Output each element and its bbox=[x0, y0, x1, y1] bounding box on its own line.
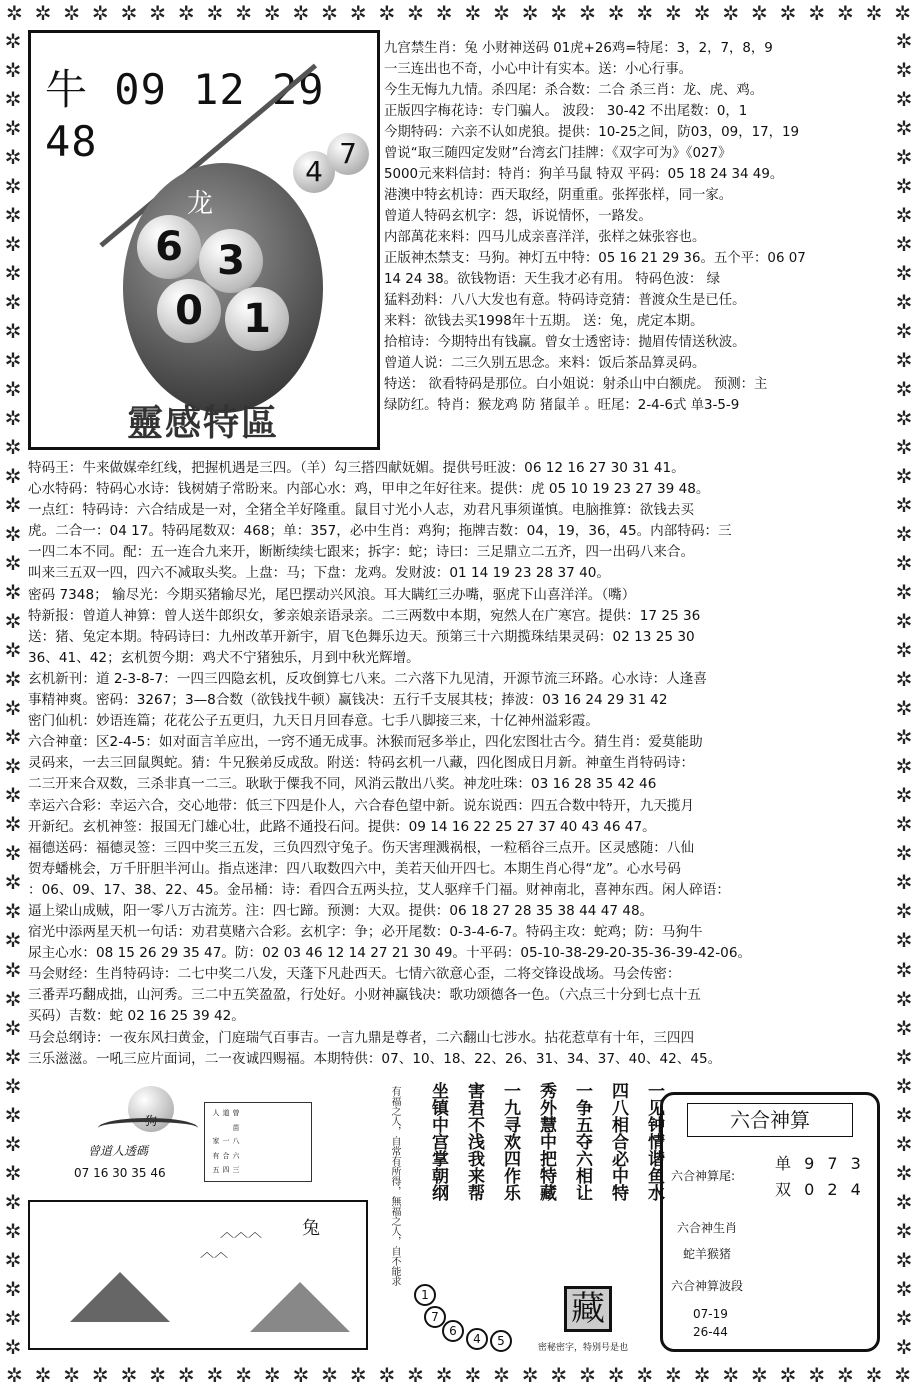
text-line: 港澳中特玄机诗：西天取经，阴重重。张挥张样，同一家。 bbox=[384, 188, 733, 203]
text-line: 密码 7348； 输尽光：今期买猪输尽光，尾巴摆动兴风浪。耳大瞒红三办嘴，驱虎下山喜洋洋。（嘴） bbox=[28, 586, 636, 603]
dragon-label: 龙 bbox=[187, 189, 214, 219]
border-ornament-icon: ✲ bbox=[120, 1363, 138, 1387]
border-ornament-icon: ✲ bbox=[435, 1363, 453, 1387]
border-ornament-icon: ✲ bbox=[895, 376, 913, 401]
page-content bbox=[28, 30, 880, 1356]
border-ornament-icon: ✲ bbox=[4, 1276, 22, 1301]
border-ornament-icon: ✲ bbox=[895, 1218, 913, 1243]
border-ornament-icon: ✲ bbox=[321, 1, 338, 25]
border-ornament-icon: ✲ bbox=[895, 928, 913, 953]
text-line: 三番弄巧翻成拙，山河秀。三二中五笑盈盈，行处好。小财神赢钱决：歌功颂德各一色。（六点三十分到七点十五 bbox=[28, 987, 701, 1004]
poem-column: 一争五夺六相让 bbox=[572, 1082, 592, 1201]
border-ornament-icon: ✲ bbox=[349, 1363, 367, 1387]
border-ornament-icon: ✲ bbox=[4, 144, 22, 169]
border-ornament-icon: ✲ bbox=[865, 1363, 883, 1387]
border-ornament-icon: ✲ bbox=[235, 1363, 252, 1387]
border-ornament-icon: ✲ bbox=[895, 202, 913, 227]
border-ornament-icon: ✲ bbox=[4, 318, 22, 343]
border-ornament-icon: ✲ bbox=[4, 928, 22, 953]
arrow-ball: 7 bbox=[327, 133, 369, 175]
main-text-block bbox=[28, 458, 880, 1070]
border-ornament-icon: ✲ bbox=[4, 696, 22, 721]
lucky-zone bbox=[28, 30, 380, 450]
mascot-ball: 狗 bbox=[128, 1086, 174, 1132]
border-ornament-icon: ✲ bbox=[895, 1247, 913, 1272]
border-ornament-icon: ✲ bbox=[895, 725, 913, 750]
border-ornament-icon: ✲ bbox=[4, 725, 22, 750]
small-ball: 5 bbox=[490, 1330, 512, 1352]
scene-illustration bbox=[28, 1200, 368, 1350]
mountain-icon bbox=[250, 1282, 350, 1332]
small-card bbox=[204, 1102, 312, 1182]
text-line: 绿防红。特肖：猴龙鸡 防 猪鼠羊 。旺尾：2-4-6式 单3-5-9 bbox=[384, 398, 740, 413]
zone-title: 靈感特區 bbox=[127, 403, 280, 444]
border-ornament-icon: ✲ bbox=[34, 1363, 52, 1387]
border-ornament-icon: ✲ bbox=[895, 899, 913, 924]
card-line: 三四五 bbox=[212, 1166, 240, 1174]
border-ornament-icon: ✲ bbox=[895, 783, 913, 808]
border-ornament-icon: ✲ bbox=[895, 405, 913, 430]
poem-column: 害君不浅我来帮 bbox=[464, 1082, 484, 1201]
border-ornament-icon: ✲ bbox=[836, 1363, 854, 1387]
border-ornament-icon: ✲ bbox=[895, 434, 913, 459]
border-ornament-icon: ✲ bbox=[665, 1363, 682, 1387]
border-ornament-icon: ✲ bbox=[808, 1363, 826, 1387]
text-line: 正版四字梅花诗：专门骗人。 波段： 30-42 不出尾数：0，1 bbox=[384, 104, 748, 119]
border-ornament-icon: ✲ bbox=[895, 957, 913, 982]
border-ornament-icon: ✲ bbox=[636, 1363, 654, 1387]
card-line: 曾道人 bbox=[212, 1109, 240, 1116]
lucky-ball: 1 bbox=[225, 287, 289, 351]
small-ball: 1 bbox=[414, 1284, 436, 1306]
border-ornament-icon: ✲ bbox=[722, 1363, 740, 1387]
small-ball: 4 bbox=[466, 1328, 488, 1350]
border-ornament-icon: ✲ bbox=[4, 376, 22, 401]
text-line: 曾道人说：二三久别五思念。来料：饭后茶品算灵码。 bbox=[384, 356, 706, 371]
border-ornament-icon: ✲ bbox=[895, 260, 913, 285]
border-top bbox=[0, 0, 917, 26]
text-line: 事精神爽。密码：3267；3—8合数（欲钱找牛顿）赢钱决：五行千支展其枝；捧波：03 16 24 29 31 42 bbox=[28, 692, 668, 709]
border-ornament-icon: ✲ bbox=[895, 463, 913, 488]
border-ornament-icon: ✲ bbox=[4, 1247, 22, 1272]
border-ornament-icon: ✲ bbox=[895, 551, 913, 576]
bird-icon: ︿︿︿ bbox=[220, 1225, 262, 1241]
right-text-column bbox=[384, 38, 880, 416]
text-line: 今生无悔九九情。杀四尾：杀合数：二合 杀三肖：龙、虎、鸡。 bbox=[384, 83, 764, 98]
border-ornament-icon: ✲ bbox=[693, 1363, 711, 1387]
border-ornament-icon: ✲ bbox=[4, 667, 22, 692]
border-ornament-icon: ✲ bbox=[63, 1, 81, 25]
small-balls bbox=[414, 1276, 534, 1346]
border-ornament-icon: ✲ bbox=[895, 1305, 913, 1330]
border-ornament-icon: ✲ bbox=[607, 1363, 625, 1387]
border-ornament-icon: ✲ bbox=[4, 1102, 22, 1127]
border-ornament-icon: ✲ bbox=[895, 870, 913, 895]
border-ornament-icon: ✲ bbox=[206, 1363, 224, 1387]
border-ornament-icon: ✲ bbox=[895, 231, 913, 256]
lhss-title: 六合神算 bbox=[687, 1103, 853, 1137]
border-ornament-icon: ✲ bbox=[4, 841, 22, 866]
text-line: 一点红：特码诗：六合结成是一对，全猪全羊好隆重。鼠目寸光小人志，劝君凡事须谨慎。电脑推算：欲钱去买 bbox=[28, 502, 695, 519]
zeng-numbers: 07 16 30 35 46 bbox=[74, 1166, 166, 1180]
border-ornament-icon: ✲ bbox=[4, 957, 22, 982]
border-ornament-icon: ✲ bbox=[895, 115, 913, 140]
border-ornament-icon: ✲ bbox=[4, 1189, 22, 1214]
text-line: 九宫禁生肖：兔 小财神送码 01虎+26鸡=特尾：3，2，7，8，9 bbox=[384, 41, 773, 56]
text-line: 六合神童：区2-4-5：如对面言羊应出，一窍不通无成事。沐猴而冠多举止，四化宏图壮古今。猜生肖：爱莫能助 bbox=[28, 734, 703, 751]
border-ornament-icon: ✲ bbox=[895, 289, 913, 314]
border-ornament-icon: ✲ bbox=[4, 1218, 22, 1243]
border-ornament-icon: ✲ bbox=[579, 1, 596, 25]
text-line: 买码）吉数：蛇 02 16 25 39 42。 bbox=[28, 1008, 245, 1025]
border-ornament-icon: ✲ bbox=[4, 347, 22, 372]
bird-icon: ︿︿ bbox=[200, 1245, 228, 1261]
border-ornament-icon: ✲ bbox=[378, 1363, 396, 1387]
small-ball: 7 bbox=[424, 1306, 446, 1328]
text-line: 心水特码：特码心水诗：钱树婧子常盼来。内部心水：鸡，甲申之年好往来。提供：虎 05 10 19 23 27 39 48。 bbox=[28, 481, 710, 498]
text-line: 特送： 欲看特码是那位。白小姐说：射杀山中白额虎。 预测：主 bbox=[384, 377, 768, 392]
border-right bbox=[891, 26, 917, 1362]
text-line: 14 24 38。欲钱物语：天生我才必有用。 特码色波： 绿 bbox=[384, 272, 720, 287]
border-ornament-icon: ✲ bbox=[895, 580, 913, 605]
lucky-ball: 6 bbox=[137, 215, 201, 279]
border-ornament-icon: ✲ bbox=[4, 1073, 22, 1098]
border-ornament-icon: ✲ bbox=[751, 1, 768, 25]
border-ornament-icon: ✲ bbox=[235, 1, 252, 25]
text-line: 福德送码：福德灵签：三四中奖三五发，三负四烈守兔子。伤天害理溅祸根，一粒稻谷三点开。区灵感随：八仙 bbox=[28, 839, 695, 856]
border-ornament-icon: ✲ bbox=[895, 754, 913, 779]
text-line: 特码王：牛来做媒牵红线，把握机遇是三四。（羊）勾三搭四献妩媚。提供号旺波：06 12 16 27 30 31 41。 bbox=[28, 460, 685, 476]
border-ornament-icon: ✲ bbox=[895, 1044, 913, 1069]
border-ornament-icon: ✲ bbox=[177, 1363, 195, 1387]
border-ornament-icon: ✲ bbox=[4, 812, 22, 837]
border-ornament-icon: ✲ bbox=[607, 1, 625, 25]
border-ornament-icon: ✲ bbox=[321, 1363, 338, 1387]
border-ornament-icon: ✲ bbox=[808, 1, 826, 25]
text-line: 贺寿蟠桃会，万千肝胆半河山。指点迷津：四八取数四六中，美若天仙开四七。本期生肖心得“龙”。心水号码 bbox=[28, 860, 681, 877]
lhss-boduan-label: 六合神算波段 bbox=[671, 1279, 744, 1293]
text-line: 尿主心水：08 15 26 29 35 47。防：02 03 46 12 14 27 21 30 49。十平码：05-10-38-29-20-35-36-39-42-06。 bbox=[28, 945, 752, 962]
text-line: 曾说“取三随四定发财”台湾玄门挂牌：《双字可为》《027》 bbox=[384, 146, 732, 161]
text-line: 内部萬花来料：四马儿成亲喜洋洋，张样之妹张容也。 bbox=[384, 230, 706, 245]
border-ornament-icon: ✲ bbox=[895, 1160, 913, 1185]
border-ornament-icon: ✲ bbox=[149, 1, 166, 25]
poem-column: 坐镇中宫掌朝纲 bbox=[428, 1082, 448, 1201]
border-ornament-icon: ✲ bbox=[63, 1363, 81, 1387]
border-ornament-icon: ✲ bbox=[4, 493, 22, 518]
card-line: 六合有 bbox=[212, 1151, 240, 1159]
text-line: 幸运六合彩：幸运六合，交心地带：低三下四是仆人，六合春色望中新。说东说西：四五合数中特开，九天揽月 bbox=[28, 797, 695, 814]
scene-label: 兔 bbox=[302, 1218, 320, 1239]
text-line: 特新报：曾道人神算：曾人送牛郎织女，爹亲娘亲语录亲。二三两数中本期，宛然人在广寒宫。提供：17 25 36 bbox=[28, 607, 701, 624]
cang-character: 藏 bbox=[564, 1286, 612, 1332]
text-line: 密门仙机：妙语连篇；花花公子五更归，九天日月回春意。七手八脚接三来，十亿神州溢彩霞。 bbox=[28, 713, 599, 730]
border-ornament-icon: ✲ bbox=[263, 1, 281, 25]
text-line: 今期特码：六亲不认如虎狼。提供：10-25之间，防03，09，17，19 bbox=[384, 125, 800, 140]
border-ornament-icon: ✲ bbox=[895, 609, 913, 634]
border-ornament-icon: ✲ bbox=[521, 1, 539, 25]
border-ornament-icon: ✲ bbox=[895, 1189, 913, 1214]
text-line: 灵码来，一去三回鼠舆蛇。猜：牛兄猴弟反成敌。附送：特码玄机一八藏，四化图成日月新。神童生肖特码诗： bbox=[28, 755, 695, 772]
border-ornament-icon: ✲ bbox=[493, 1363, 510, 1387]
poem-column: 秀外慧中把特藏 bbox=[536, 1082, 556, 1201]
lhss-box bbox=[660, 1092, 880, 1352]
border-ornament-icon: ✲ bbox=[751, 1363, 768, 1387]
border-ornament-icon: ✲ bbox=[91, 1, 109, 25]
border-ornament-icon: ✲ bbox=[895, 57, 913, 82]
lucky-ball: 0 bbox=[157, 279, 221, 343]
border-ornament-icon: ✲ bbox=[263, 1363, 281, 1387]
border-ornament-icon: ✲ bbox=[550, 1363, 568, 1387]
text-line: 正版神杰禁支：马狗。神灯五中特：05 16 21 29 36。五个平：06 07 bbox=[384, 251, 806, 266]
text-line: 一三连出也不奇，小心中计有实本。送：小心行事。 bbox=[384, 62, 692, 77]
text-line: 叫来三五双一四，四六不减取头奖。上盘：马；下盘：龙鸡。发财波：01 14 19 23 28 37 40。 bbox=[28, 565, 611, 582]
border-ornament-icon: ✲ bbox=[4, 609, 22, 634]
text-line: 曾道人特码玄机字：怨，诉说情怀，一路发。 bbox=[384, 209, 652, 224]
lhss-shuang: 双 0 2 4 bbox=[775, 1180, 865, 1199]
border-ornament-icon: ✲ bbox=[4, 86, 22, 111]
lhss-tail-label: 六合神算尾: bbox=[671, 1169, 736, 1183]
border-ornament-icon: ✲ bbox=[895, 1073, 913, 1098]
border-ornament-icon: ✲ bbox=[4, 434, 22, 459]
border-ornament-icon: ✲ bbox=[895, 1334, 913, 1359]
mascot bbox=[88, 1086, 208, 1176]
text-line: 玄机新刊：道 2-3-8-7：一四三四隐玄机，反攻倒算七八来。二六落下九见清，开源节流三环路。心水诗：人逢喜 bbox=[28, 670, 707, 687]
border-ornament-icon: ✲ bbox=[4, 783, 22, 808]
border-ornament-icon: ✲ bbox=[779, 1363, 797, 1387]
border-ornament-icon: ✲ bbox=[292, 1363, 310, 1387]
border-ornament-icon: ✲ bbox=[4, 754, 22, 779]
border-ornament-icon: ✲ bbox=[4, 231, 22, 256]
lhss-dan: 单 9 7 3 bbox=[775, 1154, 865, 1173]
border-ornament-icon: ✲ bbox=[91, 1363, 109, 1387]
border-ornament-icon: ✲ bbox=[550, 1, 568, 25]
border-ornament-icon: ✲ bbox=[636, 1, 654, 25]
border-ornament-icon: ✲ bbox=[693, 1, 711, 25]
border-ornament-icon: ✲ bbox=[895, 173, 913, 198]
text-line: 一四二本不同。配：五一连合九来开，断断续续七跟来；拆字：蛇；诗曰：三足鼎立二五齐，四一出码八来合。 bbox=[28, 544, 695, 561]
card-line: 苗 bbox=[232, 1123, 240, 1131]
text-line: 逼上梁山成贼，阳一零八万古流芳。注：四七蹄。预测：大双。提供：06 18 27 28 35 38 44 47 48。 bbox=[28, 902, 654, 919]
border-ornament-icon: ✲ bbox=[521, 1363, 539, 1387]
border-ornament-icon: ✲ bbox=[895, 28, 913, 53]
text-line: 开新纪。玄机神签：报国无门雄心壮，此路不通投石问。提供：09 14 16 22 25 27 37 40 43 46 47。 bbox=[28, 818, 656, 835]
lhss-shengxiao: 蛇羊猴猪 bbox=[683, 1247, 732, 1261]
border-ornament-icon: ✲ bbox=[895, 667, 913, 692]
lhss-boduan-1: 07-19 bbox=[693, 1307, 728, 1321]
border-ornament-icon: ✲ bbox=[894, 1363, 912, 1387]
border-ornament-icon: ✲ bbox=[895, 86, 913, 111]
border-ornament-icon: ✲ bbox=[4, 899, 22, 924]
text-line: 三乐滋滋。一吼三应片面词，二一夜诚四赐福。本期特供：07、10、18、22、26、31、34、37、40、42、45。 bbox=[28, 1050, 722, 1067]
border-ornament-icon: ✲ bbox=[4, 1044, 22, 1069]
border-ornament-icon: ✲ bbox=[149, 1363, 166, 1387]
zeng-label: 曾道人透碼 bbox=[88, 1144, 149, 1158]
border-ornament-icon: ✲ bbox=[836, 1, 854, 25]
poem-column: 一见钟情谐鱼水 bbox=[644, 1082, 664, 1201]
border-ornament-icon: ✲ bbox=[378, 1, 396, 25]
border-ornament-icon: ✲ bbox=[4, 173, 22, 198]
border-ornament-icon: ✲ bbox=[4, 289, 22, 314]
border-ornament-icon: ✲ bbox=[4, 260, 22, 285]
border-ornament-icon: ✲ bbox=[4, 463, 22, 488]
border-ornament-icon: ✲ bbox=[206, 1, 224, 25]
border-ornament-icon: ✲ bbox=[895, 347, 913, 372]
border-ornament-icon: ✲ bbox=[5, 1363, 23, 1387]
border-ornament-icon: ✲ bbox=[4, 522, 22, 547]
text-line: 猛料劲料：八八大发也有意。特码诗竞猜：普渡众生是已任。 bbox=[384, 293, 746, 308]
border-ornament-icon: ✲ bbox=[665, 1, 682, 25]
border-ornament-icon: ✲ bbox=[895, 812, 913, 837]
border-ornament-icon: ✲ bbox=[4, 28, 22, 53]
border-ornament-icon: ✲ bbox=[895, 1015, 913, 1040]
border-ornament-icon: ✲ bbox=[722, 1, 740, 25]
lhss-boduan-2: 26-44 bbox=[693, 1325, 728, 1339]
poem-block bbox=[418, 1082, 664, 1201]
border-ornament-icon: ✲ bbox=[5, 1, 23, 25]
border-left bbox=[0, 26, 26, 1362]
border-ornament-icon: ✲ bbox=[895, 1276, 913, 1301]
text-line: 马会财经：生肖特码诗：二七中奖二八发，天蓬下凡赴西天。七情六欲意心歪，二将交锋设战场。马会传密： bbox=[28, 966, 681, 983]
border-ornament-icon: ✲ bbox=[779, 1, 797, 25]
border-ornament-icon: ✲ bbox=[4, 1015, 22, 1040]
side-note: 有福之人，自常有所得，無福之人，自不能求 bbox=[389, 1086, 400, 1286]
border-ornament-icon: ✲ bbox=[4, 551, 22, 576]
text-line: 来料：欲钱去买1998年十五期。 送：兔，虎定本期。 bbox=[384, 314, 704, 329]
border-ornament-icon: ✲ bbox=[435, 1, 453, 25]
text-line: 宿光中添两星天机一句话：劝君莫赌六合彩。玄机字：争；必开尾数：0-3-4-6-7。特码主攻：蛇鸡；防：马狗牛 bbox=[28, 924, 703, 941]
text-line: 马会总纲诗：一夜东风扫黄金，门庭瑞气百事吉。一言九鼎是尊者，二六翻山七涉水。拈花惹草有十年，三四四 bbox=[28, 1029, 695, 1046]
border-ornament-icon: ✲ bbox=[177, 1, 195, 25]
border-ornament-icon: ✲ bbox=[895, 1102, 913, 1127]
border-ornament-icon: ✲ bbox=[895, 522, 913, 547]
border-ornament-icon: ✲ bbox=[4, 638, 22, 663]
text-line: 送：猪、兔定本期。特码诗曰：九州改革开新宇，眉飞色舞乐边天。预第三十六期揽珠结果灵码：02 13 25 30 bbox=[28, 628, 695, 645]
border-ornament-icon: ✲ bbox=[4, 115, 22, 140]
border-bottom bbox=[0, 1362, 917, 1388]
mountain-icon bbox=[70, 1272, 170, 1322]
border-ornament-icon: ✲ bbox=[579, 1363, 596, 1387]
border-ornament-icon: ✲ bbox=[894, 1, 912, 25]
border-ornament-icon: ✲ bbox=[4, 57, 22, 82]
border-ornament-icon: ✲ bbox=[464, 1, 482, 25]
small-ball: 6 bbox=[442, 1320, 464, 1342]
lucky-ball: 3 bbox=[199, 229, 263, 293]
card-line: 八一家 bbox=[212, 1136, 240, 1144]
border-ornament-icon: ✲ bbox=[464, 1363, 482, 1387]
border-ornament-icon: ✲ bbox=[407, 1363, 424, 1387]
border-ornament-icon: ✲ bbox=[4, 405, 22, 430]
lucky-numbers: 牛 09 12 29 48 bbox=[45, 65, 325, 166]
border-ornament-icon: ✲ bbox=[895, 318, 913, 343]
border-ornament-icon: ✲ bbox=[895, 144, 913, 169]
border-ornament-icon: ✲ bbox=[4, 580, 22, 605]
border-ornament-icon: ✲ bbox=[493, 1, 510, 25]
border-ornament-icon: ✲ bbox=[120, 1, 138, 25]
mascot-wing bbox=[98, 1118, 198, 1138]
border-ornament-icon: ✲ bbox=[895, 638, 913, 663]
arrow-ball: 4 bbox=[293, 151, 335, 193]
border-ornament-icon: ✲ bbox=[292, 1, 310, 25]
poem-column: 一九寻欢四作乐 bbox=[500, 1082, 520, 1201]
border-ornament-icon: ✲ bbox=[4, 202, 22, 227]
border-ornament-icon: ✲ bbox=[34, 1, 52, 25]
border-ornament-icon: ✲ bbox=[4, 870, 22, 895]
border-ornament-icon: ✲ bbox=[895, 1131, 913, 1156]
poem-column: 四八相合必中特 bbox=[608, 1082, 628, 1201]
border-ornament-icon: ✲ bbox=[865, 1, 883, 25]
border-ornament-icon: ✲ bbox=[895, 841, 913, 866]
border-ornament-icon: ✲ bbox=[4, 1160, 22, 1185]
border-ornament-icon: ✲ bbox=[4, 1334, 22, 1359]
cang-note: 密秘密字，特别号是也 bbox=[538, 1343, 629, 1353]
text-line: 拾棺诗：今期特出有钱赢。曾女士透密诗：抛眉传情送秋波。 bbox=[384, 335, 746, 350]
text-line: 5000元来料信封：特肖：狗羊马鼠 特双 平码：05 18 24 34 49。 bbox=[384, 167, 784, 182]
text-line: 虎。二合一：04 17。特码尾数双：468；单：357，必中生肖：鸡狗；拖牌吉数：04，19，36，45。内部特码：三 bbox=[28, 523, 732, 540]
bottom-section bbox=[28, 1076, 880, 1356]
border-ornament-icon: ✲ bbox=[349, 1, 367, 25]
border-ornament-icon: ✲ bbox=[895, 493, 913, 518]
lhss-shengxiao-label: 六合神生肖 bbox=[677, 1221, 738, 1235]
text-line: ：06、09、17、38、22、45。金吊桶：诗：看四合五两头拉，艾人驱痒千门福。财神南北，喜神东西。闲人碎语： bbox=[28, 881, 730, 898]
border-ornament-icon: ✲ bbox=[895, 986, 913, 1011]
border-ornament-icon: ✲ bbox=[4, 1305, 22, 1330]
border-ornament-icon: ✲ bbox=[4, 986, 22, 1011]
border-ornament-icon: ✲ bbox=[407, 1, 424, 25]
border-ornament-icon: ✲ bbox=[4, 1131, 22, 1156]
text-line: 二三开来合双数，三杀非真一二三。耿耿于僳我不同，风消云散出八奖。神龙吐珠：03 16 28 35 42 46 bbox=[28, 776, 657, 793]
border-ornament-icon: ✲ bbox=[895, 696, 913, 721]
text-line: 36、41、42；玄机贺今期：鸡犬不宁猪独乐，月到中秋光辉增。 bbox=[28, 649, 420, 666]
